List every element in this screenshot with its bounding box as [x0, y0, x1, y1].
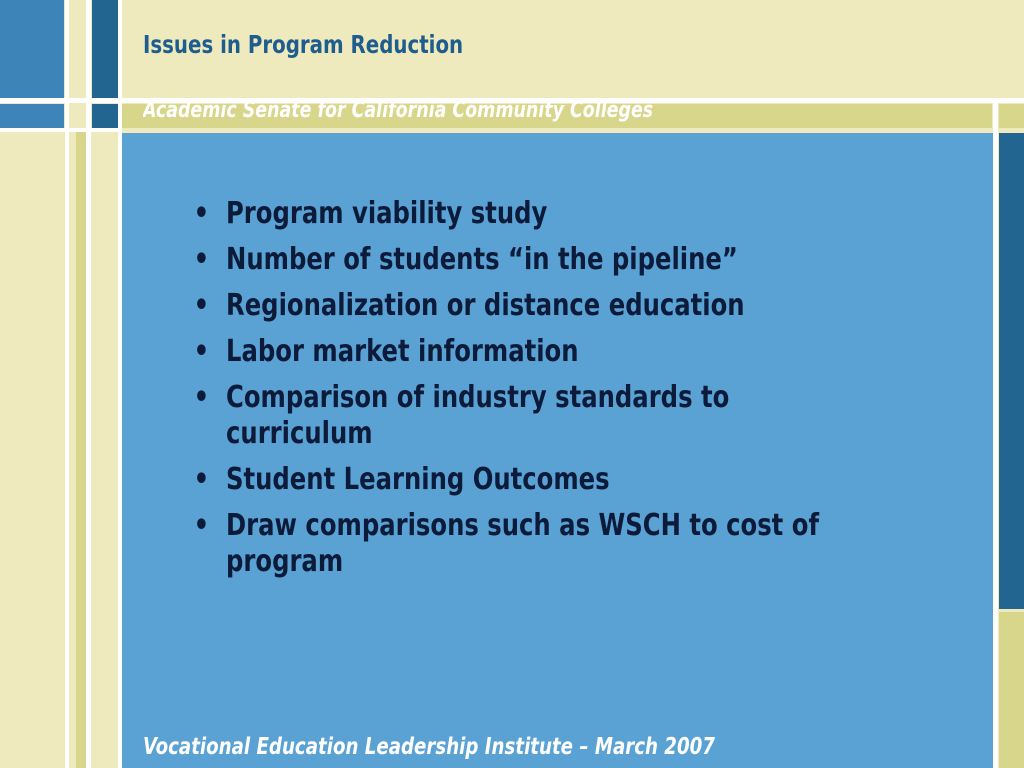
decor-line-vertical-right [993, 103, 998, 768]
slide-title: Issues in Program Reduction [143, 30, 464, 59]
bullet-dot-icon: • [193, 334, 210, 369]
bullet-dot-icon: • [193, 380, 210, 415]
bullet-item [190, 462, 874, 498]
bullet-text: Number of students “in the pipeline” [226, 242, 738, 277]
bullet-item [190, 242, 874, 278]
bullet-list [190, 196, 990, 590]
bullet-item [190, 288, 874, 324]
decor-stripe-dark-right [999, 133, 1024, 609]
decor-block-dark-left [92, 104, 118, 128]
bullet-item [190, 334, 874, 370]
decor-line-vertical-2 [86, 0, 91, 768]
decor-block-blue-top-left [0, 0, 64, 98]
bullet-dot-icon: • [193, 508, 210, 543]
decor-line-vertical-1 [65, 0, 69, 768]
bullet-text: Comparison of industry standards to curriculum [226, 380, 730, 451]
bullet-dot-icon: • [193, 288, 210, 323]
decor-line-horizontal-left [0, 128, 122, 132]
bullet-text: Regionalization or distance education [226, 288, 745, 323]
bullet-text: Draw comparisons such as WSCH to cost of program [226, 508, 820, 579]
bullet-dot-icon: • [193, 196, 210, 231]
slide-footer: Vocational Education Leadership Institute – March 2007 [143, 734, 715, 760]
bullet-item [190, 196, 874, 232]
decor-stripe-olive-left [76, 130, 86, 768]
decor-block-dark-top-left [92, 0, 118, 98]
decor-block-olive-right [999, 104, 1024, 128]
decor-block-blue-left [0, 104, 64, 128]
bullet-dot-icon: • [193, 242, 210, 277]
bullet-item [190, 508, 874, 580]
bullet-text: Labor market information [226, 334, 579, 369]
bullet-item [190, 380, 874, 452]
bullet-text: Program viability study [226, 196, 548, 231]
slide-subtitle: Academic Senate for California Community Colleges [143, 100, 654, 123]
decor-stripe-olive-right-bottom [999, 612, 1024, 768]
bullet-text: Student Learning Outcomes [226, 462, 610, 497]
bullet-dot-icon: • [193, 462, 210, 497]
